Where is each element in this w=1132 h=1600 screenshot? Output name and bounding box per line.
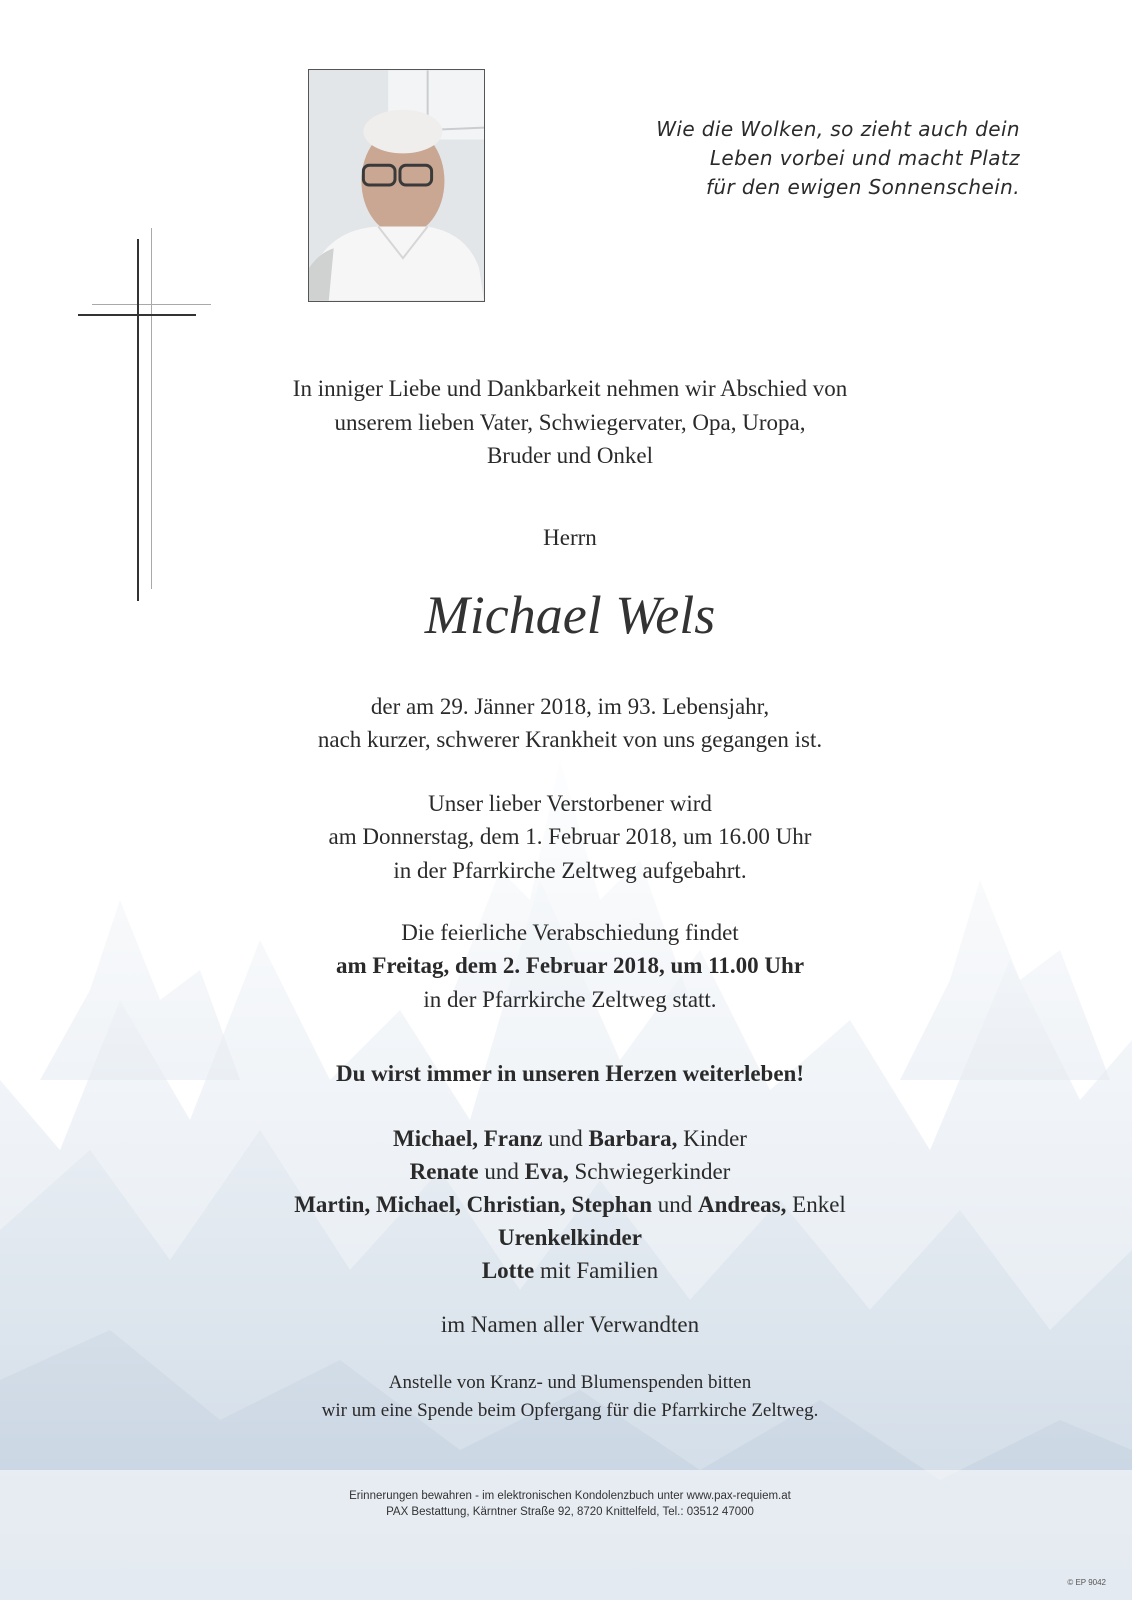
closing-sentence: Du wirst immer in unseren Herzen weiterleben!	[336, 1061, 804, 1086]
death-line-2: nach kurzer, schwerer Krankheit von uns gegangen ist.	[317, 727, 823, 752]
viewing-line-1: Unser lieber Verstorbener wird	[428, 791, 712, 816]
family-great-grandchildren: Urenkelkinder	[498, 1225, 642, 1250]
motto-line-3: für den ewigen Sonnenschein.	[705, 175, 1020, 199]
child-name-2: Franz	[483, 1126, 543, 1151]
conjunction: und	[484, 1159, 519, 1184]
viewing-line-2: am Donnerstag, dem 1. Februar 2018, um 16.00 Uhr	[328, 824, 812, 849]
farewell-line-1: Die feierliche Verabschiedung findet	[401, 920, 739, 945]
farewell-line-3: in der Pfarrkirche Zeltweg statt.	[423, 987, 717, 1012]
donation-line-1: Anstelle von Kranz- und Blumenspenden bitten	[388, 1372, 752, 1393]
intro-line-1: In inniger Liebe und Dankbarkeit nehmen wir Abschied von	[292, 376, 848, 401]
viewing-line-3: in der Pfarrkirche Zeltweg aufgebahrt.	[393, 858, 747, 883]
child-name-3: Barbara,	[588, 1126, 678, 1151]
other-name: Lotte	[481, 1258, 535, 1283]
death-line-1: der am 29. Jänner 2018, im 93. Lebensjahr,	[370, 694, 770, 719]
family-in-laws	[120, 1157, 1020, 1187]
grandchild-names: Martin, Michael, Christian, Stephan	[294, 1192, 652, 1217]
footer-line-2: PAX Bestattung, Kärntner Straße 92, 8720 Knittelfeld, Tel.: 03512 47000	[386, 1506, 754, 1518]
deceased-name: Michael Wels	[424, 585, 716, 645]
family-children	[120, 1124, 1020, 1154]
document-code: © EP 9042	[1067, 1578, 1106, 1587]
conjunction: und	[548, 1126, 583, 1151]
child-name-1: Michael,	[393, 1126, 478, 1151]
relation-label: Enkel	[792, 1192, 846, 1217]
motto-line-1: Wie die Wolken, so zieht auch dein	[656, 117, 1020, 141]
salutation: Herrn	[543, 525, 597, 550]
relation-label: Kinder	[683, 1126, 747, 1151]
donation-line-2: wir um eine Spende beim Opfergang für die Pfarrkirche Zeltweg.	[321, 1400, 819, 1421]
intro-line-2: unserem lieben Vater, Schwiegervater, Opa, Uropa,	[334, 410, 806, 435]
motto-line-2: Leben vorbei und macht Platz	[709, 146, 1020, 170]
in-law-name-1: Renate	[409, 1159, 479, 1184]
family-grandchildren	[120, 1190, 1020, 1220]
footer-line-1: Erinnerungen bewahren - im elektronischen Kondolenzbuch unter www.pax-requiem.at	[349, 1490, 791, 1502]
relation-label: Schwiegerkinder	[574, 1159, 731, 1184]
in-law-name-2: Eva,	[524, 1159, 569, 1184]
relatives-line: im Namen aller Verwandten	[440, 1312, 700, 1337]
farewell-line-2: am Freitag, dem 2. Februar 2018, um 11.00 Uhr	[335, 953, 805, 978]
grandchild-name-last: Andreas,	[697, 1192, 787, 1217]
relation-label: mit Familien	[539, 1258, 659, 1283]
intro-line-3: Bruder und Onkel	[486, 443, 654, 468]
conjunction: und	[657, 1192, 693, 1217]
family-others	[120, 1256, 1020, 1286]
